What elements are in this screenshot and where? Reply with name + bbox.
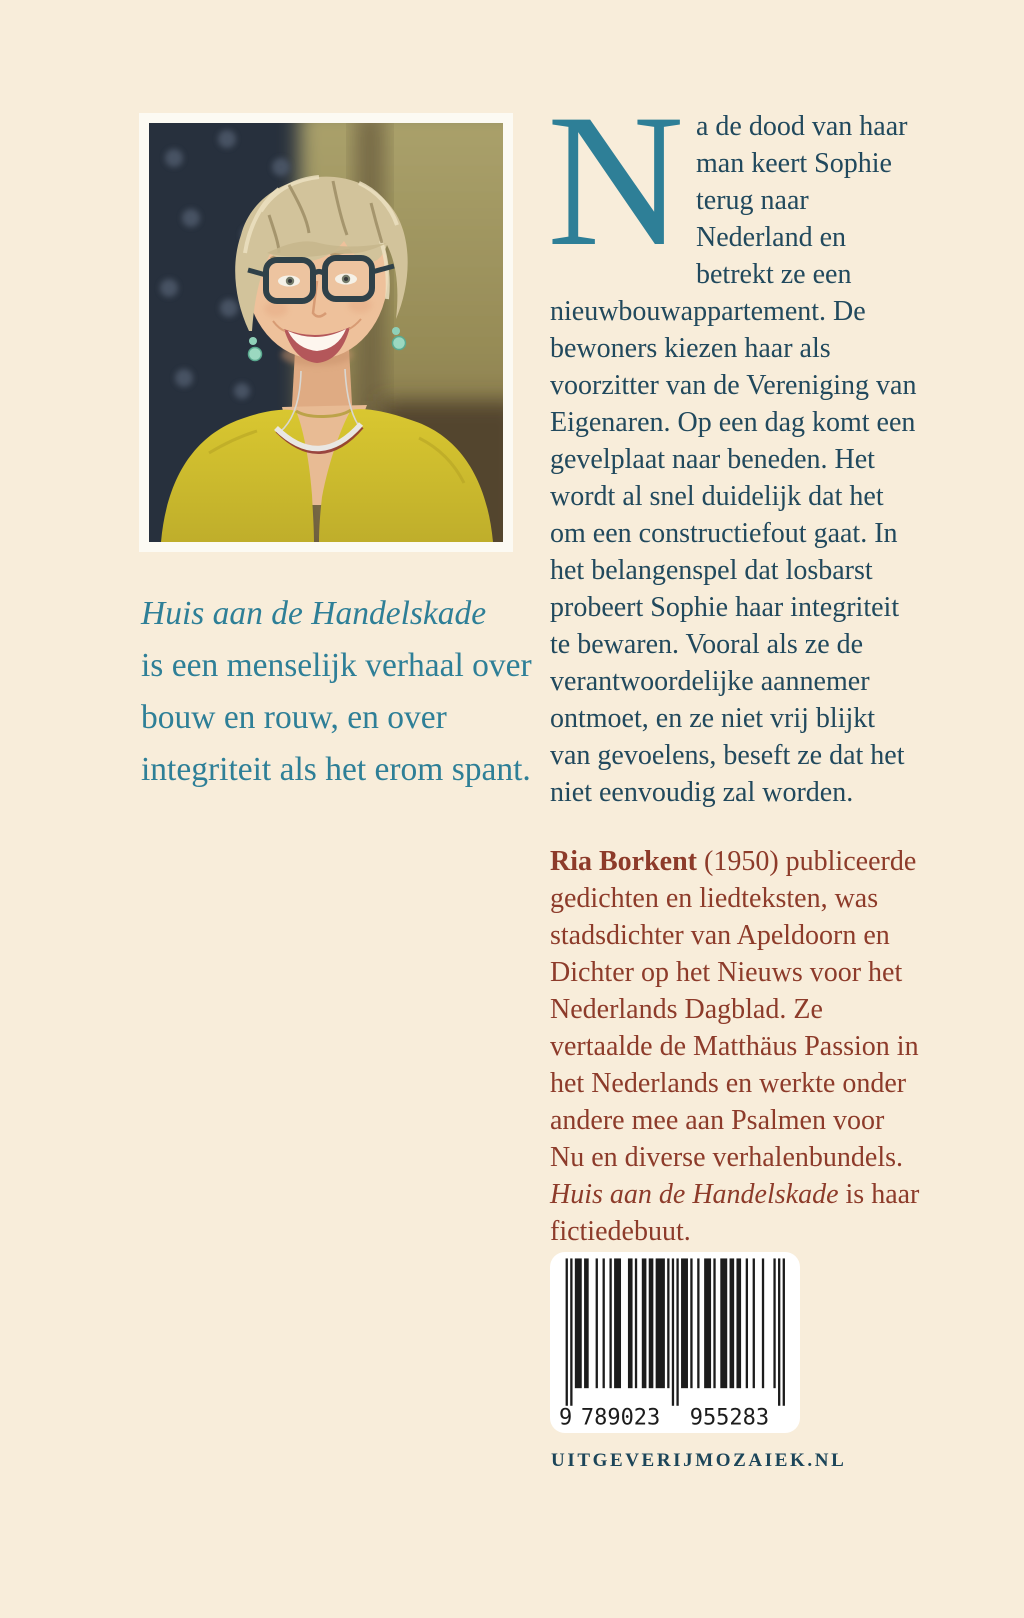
synopsis-paragraph	[547, 76, 922, 811]
barcode	[550, 1252, 800, 1433]
book-title-in-bio: Huis aan de Handelskade	[550, 1179, 839, 1210]
bio-text-1: (1950) publiceerde gedichten en liedteksten, was stadsdichter van Apeldoorn en Dichter op het Nieuws voor het Nederlands Dagblad. Ze vertaalde de Matthäus Passion in het Nederlands en werkte onder andere mee aan Psalmen voor Nu en diverse verhalenbundels.	[550, 846, 919, 1173]
barcode-bars	[566, 1258, 785, 1405]
right-text-column	[547, 76, 922, 1250]
barcode-digits-group2: 955283	[689, 1405, 770, 1430]
author-name: Ria Borkent	[550, 846, 697, 877]
author-photo	[149, 123, 503, 542]
book-title-italic: Huis aan de Handelskade	[141, 595, 487, 632]
synopsis-text: a de dood van haar man keert Sophie terug naar Nederland en betrekt ze een nieuwbouwappartement. De bewoners kiezen haar als voorzitter van de Vereniging van Eigenaren. Op een dag komt een gevelplaat naar beneden. Het wordt al snel duidelijk dat het om een constructiefout gaat. In het belangenspel dat losbarst probeert Sophie haar integriteit te bewaren. Vooral als ze de verantwoordelijke aannemer ontmoet, en ze niet vrij blijkt van gevoelens, beseft ze dat het niet eenvoudig zal worden.	[550, 111, 917, 808]
barcode-digit-lead: 9	[559, 1405, 573, 1430]
left-quote	[141, 588, 541, 796]
barcode-svg	[559, 1254, 791, 1430]
barcode-digits-group1: 789023	[580, 1405, 661, 1430]
publisher-url: UITGEVERIJMOZAIEK.NL	[551, 1450, 847, 1471]
quote-text: is een menselijk verhaal over bouw en rouw, en over integriteit als het erom spant.	[141, 647, 532, 788]
author-bio-paragraph	[550, 843, 922, 1250]
drop-cap-letter: N	[547, 76, 685, 286]
bio-text-2: is haar fictiedebuut.	[550, 1179, 920, 1247]
author-photo-frame	[139, 113, 513, 552]
